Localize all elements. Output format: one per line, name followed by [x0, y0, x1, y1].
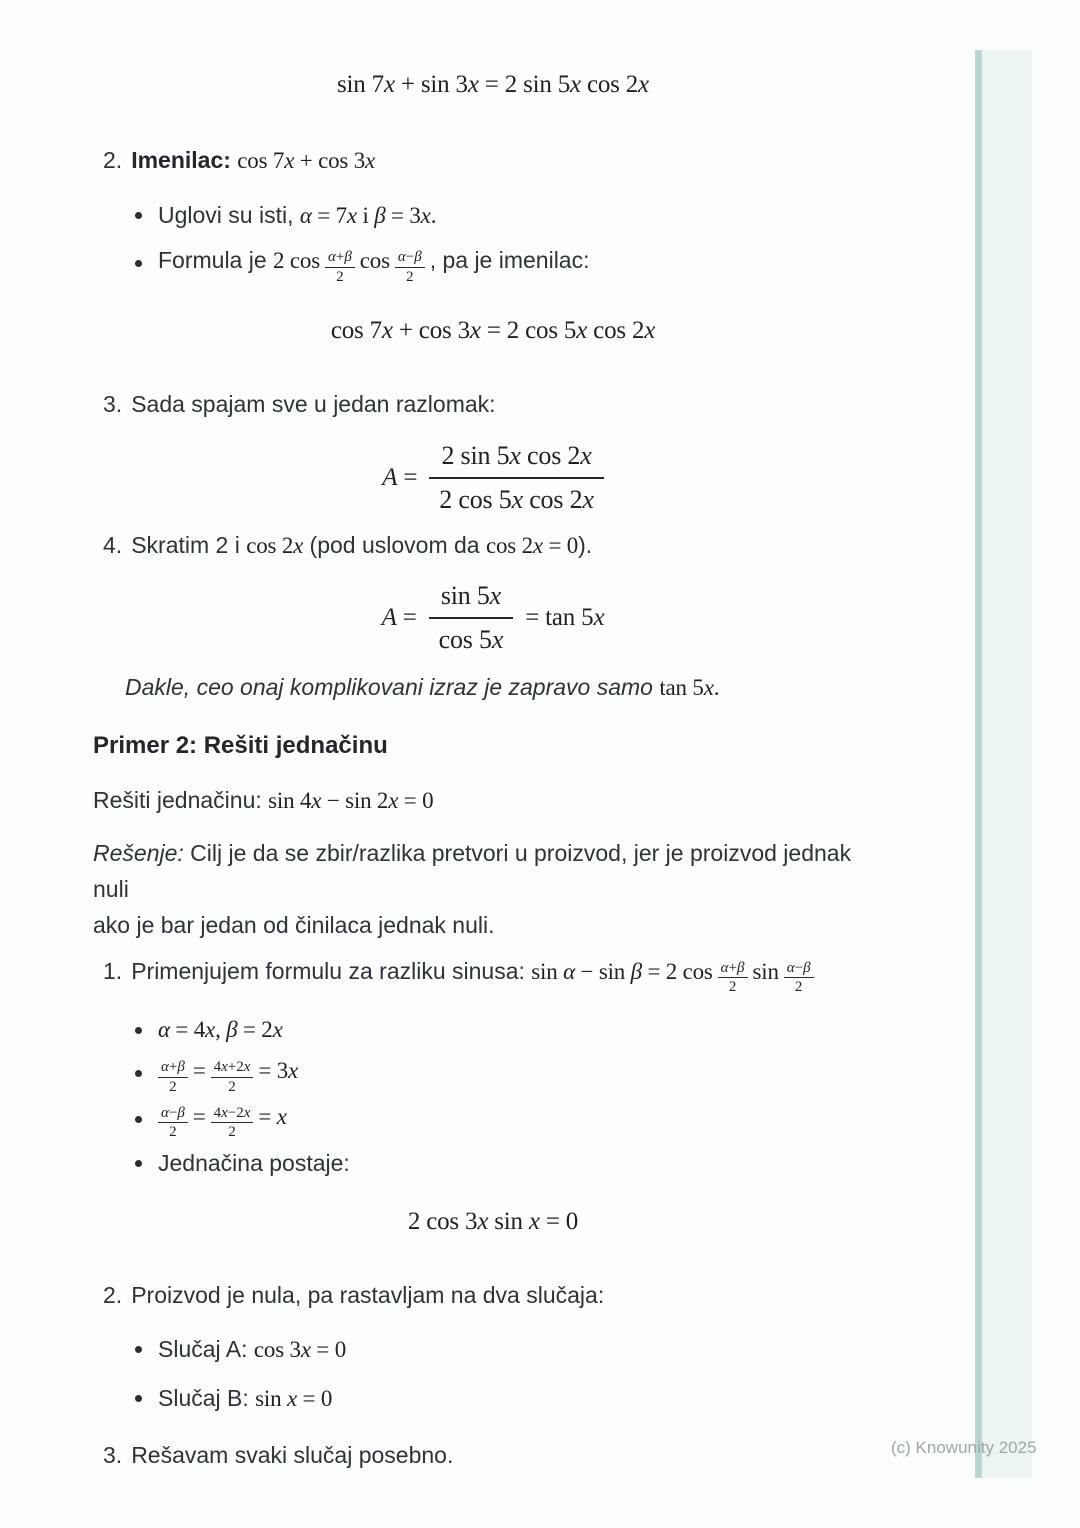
step-4-skratim: 4. Skratim 2 i cos 2x (pod uslovom da cos 2x = 0).: [103, 531, 593, 558]
inline-fraction: $\frac{\alpha-\beta}{2}$: [784, 960, 814, 997]
bullet-math: α = 4x, β = 2x: [158, 1017, 283, 1043]
note-dakle: Dakle, ceo onaj komplikovani izraz je zapravo samo tan 5x.: [125, 673, 720, 700]
bullet-text: Formula je 2 cos $\frac{\alpha+\beta}{2}$ cos $\frac{\alpha-\beta}{2}$ , pa je imenilac:: [158, 247, 590, 285]
resenje-line-1: Rešenje: Cilj je da se zbir/razlika pretvori u proizvod, jer je proizvod jednak nuli: [93, 839, 852, 902]
step-text: Proizvod je nula, pa rastavljam na dva slučaja:: [131, 1282, 605, 1309]
inline-fraction: $\frac{\alpha+\beta}{2}$: [718, 960, 748, 997]
equation-cos-sum: cos 7x + cos 3x = 2 cos 5x cos 2x: [330, 316, 656, 344]
bullet-jednacina: [135, 1145, 893, 1181]
bullet-dot-icon: [135, 1070, 142, 1077]
bullet-formula: [135, 242, 893, 286]
step-3-resavam: [103, 1437, 893, 1473]
bullet-text: Slučaj B: sin x = 0: [158, 1385, 333, 1412]
display-fraction: $\frac{\sin 5x}{\cos 5x}$: [429, 580, 514, 657]
bullet-frac-minus: [135, 1098, 893, 1142]
bullet-dot-icon: [135, 1395, 142, 1402]
display-fraction: $\frac{\text{2 sin 5x cos 2x}}{\text{2 cos 5x cos 2x}}$: [429, 440, 603, 517]
equation-a-tan: A = $\frac{\sin 5x}{\cos 5x}$ = tan 5x: [93, 580, 893, 657]
step-1-primenjujem: 1. Primenjujem formulu za razliku sinusa: sin α − sin β = 2 cos $\frac{\alpha+\beta}{2}$ sin $\frac{\alpha-\beta}{2}$: [103, 953, 893, 997]
page-accent-bar: [975, 50, 1032, 1478]
step-number: 2.: [103, 147, 123, 173]
bullet-slucaj-b: [135, 1380, 893, 1417]
heading-primer-2: Primer 2: Rešiti jednačinu: [93, 731, 388, 759]
para-resenje: [93, 835, 893, 943]
equation-a-fraction: A = $\frac{\text{2 sin 5x cos 2x}}{\text{2 cos 5x cos 2x}}$: [93, 440, 893, 517]
equation-sin-sum: sin 7x + sin 3x = 2 sin 5x cos 2x: [337, 71, 649, 98]
inline-fraction: $\frac{\alpha-\beta}{2}$: [158, 1105, 188, 1142]
step-number: 3.: [103, 390, 123, 417]
inline-fraction: $\frac{\alpha+\beta}{2}$: [158, 1059, 188, 1096]
bullet-dot-icon: [135, 1160, 142, 1167]
document-content: [0, 68, 1080, 1473]
line-resiti: Rešiti jednačinu: sin 4x − sin 2x = 0: [93, 786, 434, 813]
bullet-text: Slučaj A: cos 3x = 0: [158, 1336, 346, 1363]
bullet-text: Jednačina postaje:: [158, 1150, 350, 1177]
step-text: Sada spajam sve u jedan razlomak:: [131, 390, 496, 417]
watermark: (c) Knowunity 2025: [891, 1438, 1037, 1457]
bullet-dot-icon: [135, 260, 142, 267]
bullet-dot-icon: [135, 212, 142, 219]
step-number: 1.: [103, 957, 123, 984]
step-label: Imenilac:: [131, 147, 231, 173]
inline-fraction: $\frac{4x+2x}{2}$: [211, 1059, 254, 1096]
bullet-slucaj-a: [135, 1331, 893, 1368]
inline-fraction: $\frac{\alpha-\beta}{2}$: [395, 249, 425, 286]
bullet-frac-plus: [135, 1052, 893, 1096]
step-text: Rešavam svaki slučaj posebno.: [131, 1442, 454, 1469]
step-number: 4.: [103, 531, 123, 558]
inline-fraction: $\frac{\alpha+\beta}{2}$: [325, 249, 355, 286]
bullet-dot-icon: [135, 1116, 142, 1123]
step-2-proizvod: [103, 1277, 893, 1313]
equation-product: 2 cos 3x sin x = 0: [407, 1208, 579, 1236]
bullet-dot-icon: [135, 1027, 142, 1034]
step-number: 3.: [103, 1442, 123, 1469]
inline-fraction: $\frac{4x-2x}{2}$: [211, 1105, 254, 1142]
bullet-math: $\frac{\alpha+\beta}{2}$ = $\frac{4x+2x}{2}$ = 3x: [158, 1052, 298, 1096]
bullet-dot-icon: [135, 1346, 142, 1353]
step-math: cos 7x + cos 3x: [237, 148, 376, 173]
step-3-razlomak: [103, 386, 893, 422]
resenje-line-2: ako je bar jedan od činilaca jednak nuli.: [93, 911, 495, 938]
step-2-imenilac: [103, 142, 893, 179]
bullet-uglovi: [135, 197, 893, 234]
bullet-alpha-beta: [135, 1012, 893, 1048]
step-number: 2.: [103, 1282, 123, 1309]
bullet-math: $\frac{\alpha-\beta}{2}$ = $\frac{4x-2x}{2}$ = x: [158, 1098, 287, 1142]
bullet-text: Uglovi su isti, α = 7x i β = 3x.: [158, 202, 437, 228]
